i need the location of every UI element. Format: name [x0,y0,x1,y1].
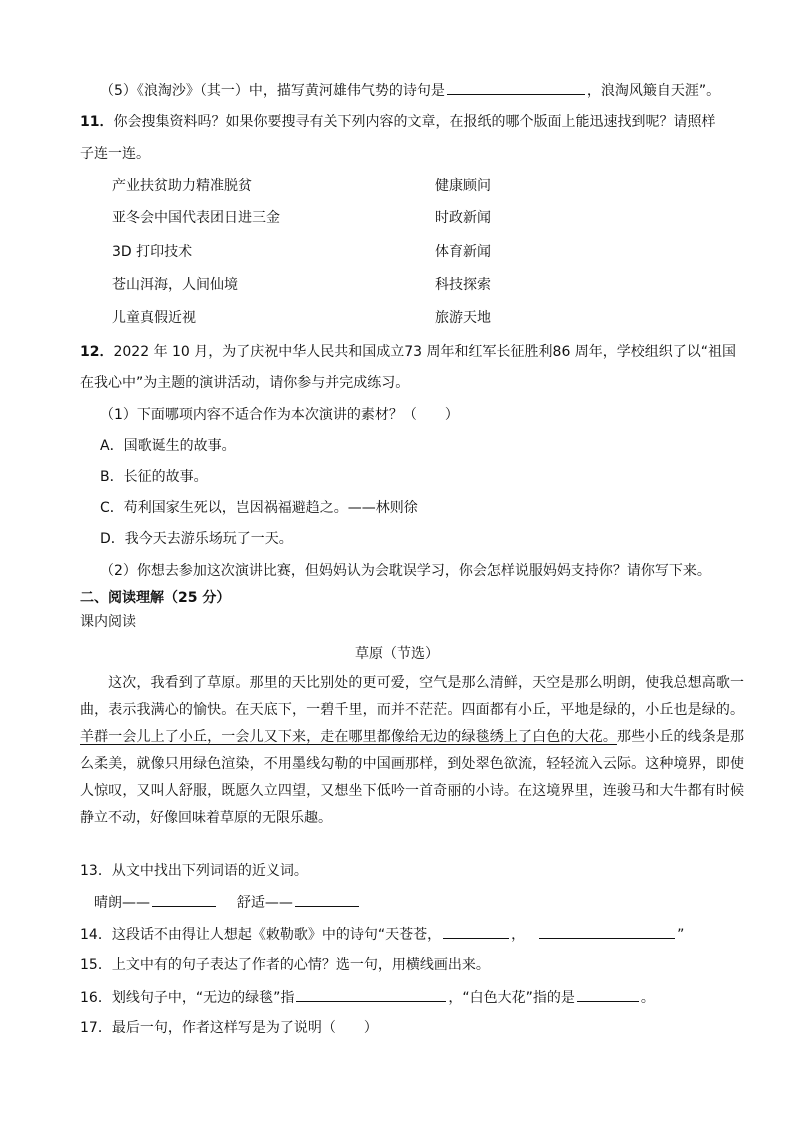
answer-blank[interactable] [296,987,446,1002]
q12-line-1 [80,342,740,362]
q12-option-c[interactable]: C．苟利国家生死以，岂因祸福避趋之。——林则徐 [100,500,418,516]
answer-blank[interactable] [539,924,675,939]
section-subheading: 课内阅读 [80,614,136,630]
match-right-item[interactable]: 体育新闻 [435,244,491,260]
passage-paragraph [80,670,744,832]
q14-mid: ， [511,927,526,943]
q11-text-1: 你会搜集资料吗？如果你要搜寻有关下列内容的文章，在报纸的哪个版面上能迅速找到呢？请照样 [113,114,716,130]
section-heading: 二、阅读理解（25 分） [80,590,231,606]
q17-line: 17．最后一句，作者这样写是为了说明（ ） [80,1020,378,1036]
match-left-item[interactable]: 苍山洱海，人间仙境 [112,277,238,293]
match-right-item[interactable]: 时政新闻 [435,210,491,226]
q13-word-1: 晴朗—— [94,895,150,911]
passage-title: 草原（节选） [355,646,439,662]
answer-blank[interactable] [443,924,509,939]
q14-line [80,924,740,945]
answer-blank[interactable] [295,892,359,907]
q10-5-line [100,80,760,101]
q12-text-1: 2022 年 10 月，为了庆祝中华人民共和国成立73 周年和红军长征胜利86 周年，学校组织了以“祖国 [113,344,737,360]
q13-word-2: 舒适—— [236,895,293,911]
answer-blank[interactable] [577,987,639,1002]
q11-line-2: 子连一连。 [80,146,150,162]
q11-number: 11． [80,114,114,130]
q10-5-prefix: （5）《浪淘沙》（其一）中，描写黄河雄伟气势的诗句是 [100,83,445,99]
q12-option-b[interactable]: B．长征的故事。 [100,469,208,485]
q14-end: ” [677,927,685,943]
q10-5-suffix: ，浪淘风簸自天涯”。 [586,83,721,99]
match-right-item[interactable]: 健康顾问 [435,178,491,194]
q16-mid: ，“白色大花”指的是 [448,990,575,1006]
match-left-item[interactable]: 亚冬会中国代表团日进三金 [112,210,280,226]
q12-number: 12． [80,344,114,360]
match-right-item[interactable]: 旅游天地 [435,310,491,326]
q12-sub1: （1）下面哪项内容不适合作为本次演讲的素材？（ ） [100,407,459,423]
q12-line-2: 在我心中”为主题的演讲活动，请你参与并完成练习。 [80,375,410,391]
answer-blank[interactable] [152,892,216,907]
q15-line: 15．上文中有的句子表达了作者的心情？选一句，用横线画出来。 [80,957,490,973]
match-right-item[interactable]: 科技探索 [435,277,491,293]
match-left-item[interactable]: 3D 打印技术 [112,244,193,260]
q14-text: 14．这段话不由得让人想起《敕勒歌》中的诗句“天苍苍， [80,927,442,943]
q12-option-a[interactable]: A．国歌诞生的故事。 [100,438,236,454]
q13-words [94,892,754,913]
match-left-item[interactable]: 产业扶贫助力精准脱贫 [112,178,252,194]
match-left-item[interactable]: 儿童真假近视 [112,310,196,326]
q12-sub2: （2）你想去参加这次演讲比赛，但妈妈认为会耽误学习，你会怎样说服妈妈支持你？请你写下来。 [100,563,711,579]
passage-text-a: 这次，我看到了草原。那里的天比别处的更可爱，空气是那么清鲜，天空是那么明朗，使我总想高歌一曲，表示我满心的愉快。在天底下，一碧千里，而并不茫茫。四面都有小丘，平地是绿的，小丘也是绿的。 [80,675,744,718]
q11-line-1 [80,112,740,132]
q16-line [80,987,740,1008]
q16-prefix: 16．划线句子中，“无边的绿毯”指 [80,990,295,1006]
q13-line: 13．从文中找出下列词语的近义词。 [80,863,308,879]
q12-option-d[interactable]: D．我今天去游乐场玩了一天。 [100,531,293,547]
q16-end: 。 [640,990,655,1006]
underlined-sentence: 羊群一会儿上了小丘，一会儿又下来，走在哪里都像给无边的绿毯绣上了白色的大花。 [80,729,617,745]
answer-blank[interactable] [447,80,585,95]
passage-text-b: 那些小丘的线条是那么柔美，就像只用绿色渲染，不用墨线勾勒的中国画那样，到处翠色欲流，轻轻流入云际。这种境界，即使人惊叹，又叫人舒服，既愿久立四望，又想坐下低吟一首奇丽的小诗。在这境界里，连骏马和大牛都有时候静立不动，好像回味着草原的无限乐趣。 [80,729,745,826]
